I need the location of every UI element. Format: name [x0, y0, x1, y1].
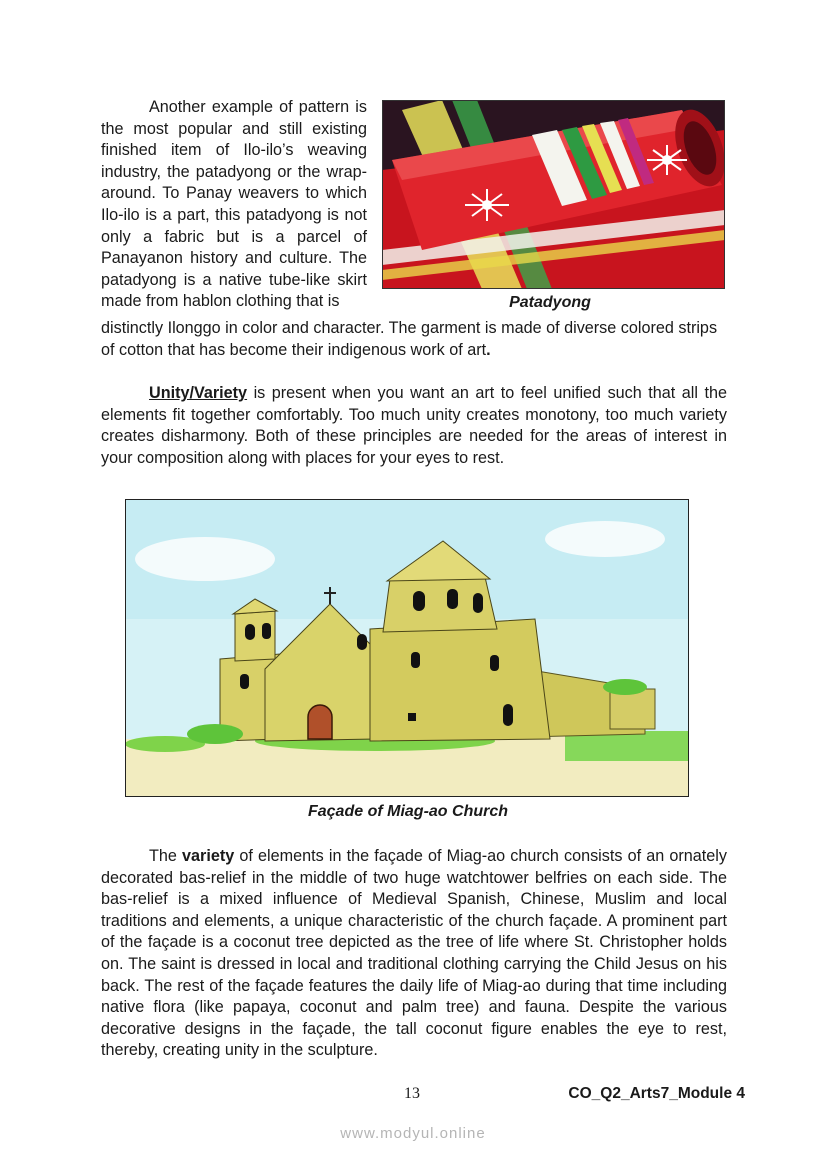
- unity-variety-term: Unity/Variety: [149, 384, 248, 402]
- paragraph-patadyong-continued-text: distinctly Ilonggo in color and character. The garment is made of diverse colored strips of cotton that has become their indigenous work of art: [101, 319, 718, 359]
- page-number: 13: [404, 1085, 420, 1102]
- paragraph-unity-variety: [101, 383, 727, 469]
- paragraph-patadyong-text: Another example of pattern is the most popular and still existing finished item of Ilo-ilo’s weaving industry, the patadyong or the wrap-around. To Panay weavers to which Ilo-ilo is a part, this patadyong is not only a fabric but is a parcel of Panayanon history and culture. The patadyong is a native tube-like skirt made from hablon clothing that is: [101, 98, 367, 311]
- paragraph-end-mark: .: [486, 340, 491, 359]
- miagao-church-caption: Façade of Miag-ao Church: [307, 803, 509, 820]
- patadyong-caption: Patadyong: [509, 294, 591, 311]
- miagao-church-image: [125, 499, 689, 797]
- paragraph-patadyong-continued: [101, 318, 727, 361]
- watermark: www.modyul.online: [340, 1125, 486, 1142]
- paragraph-unity-variety-text: is present when you want an art to feel unified such that all the elements fit together comfortably. Too much unity creates monotony, too much variety creates disharmony. Both of these principles are needed for the areas of interest in your composition along with places for your eyes to rest.: [101, 384, 727, 467]
- patadyong-image: [382, 100, 725, 289]
- paragraph-variety-lead: The: [149, 847, 183, 865]
- module-code: CO_Q2_Arts7_Module 4: [568, 1085, 745, 1102]
- paragraph-patadyong: [101, 97, 367, 313]
- paragraph-variety: [101, 846, 727, 1062]
- paragraph-variety-text: of elements in the façade of Miag-ao church consists of an ornately decorated bas-relief in the middle of two huge watchtower belfries on each side. The bas-relief is a mixed influence of Medieval Spanish, Chinese, Muslim and local traditions and elements, a unique characteristic of the church façade. A prominent part of the façade is a coconut tree depicted as the tree of life where St. Christopher holds on. The saint is dressed in local and traditional clothing carrying the Child Jesus on his back. The rest of the façade features the daily life of Miag-ao during that time including native flora (like papaya, coconut and palm tree) and fauna. Despite the various decorative designs in the façade, the tall coconut figure enables the eye to rest, thereby, creating unity in the sculpture.: [101, 847, 727, 1060]
- variety-term: variety: [182, 847, 235, 865]
